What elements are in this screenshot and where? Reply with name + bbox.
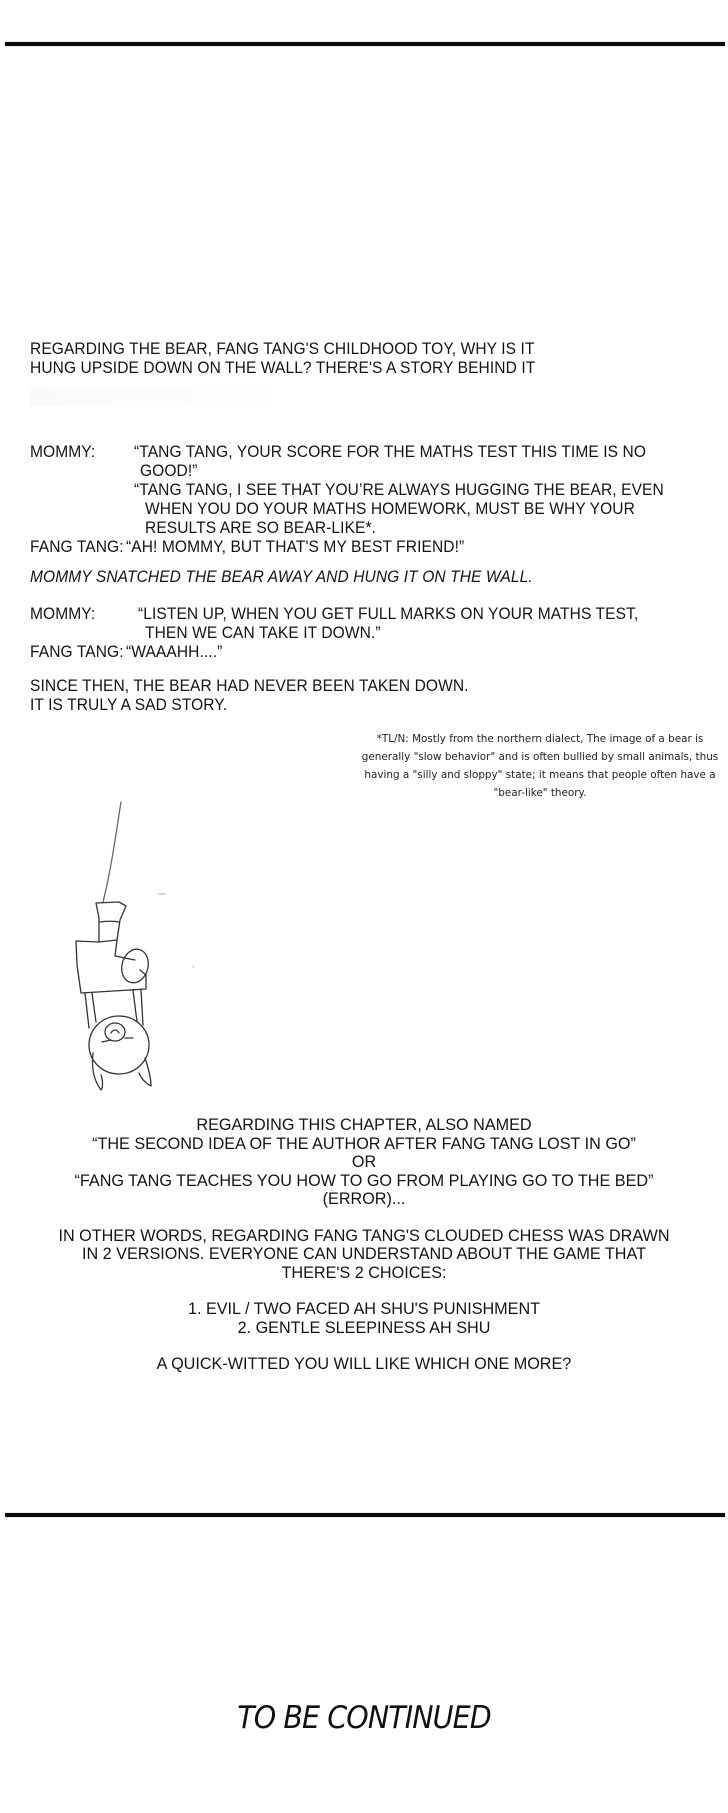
note-line: "bear-like" theory. [493, 787, 587, 799]
speaker-fang-tang: FANG TANG: [30, 643, 124, 661]
mommy-line: THEN WE CAN TAKE IT DOWN.” [145, 624, 381, 642]
note-line: having a "silly and sloppy" state; it means that people often have a [364, 769, 716, 781]
chapter-note-line: IN OTHER WORDS, REGARDING FANG TANG'S CLOUDED CHESS WAS DRAWN [58, 1226, 670, 1245]
mommy-line: GOOD!” [140, 462, 198, 480]
fang-tang-line: “WAAAHH....” [126, 643, 223, 661]
bear-hanging-upside-down-icon [55, 790, 195, 1100]
bottom-divider [5, 1513, 725, 1517]
note-line: generally "slow behavior" and is often bullied by small animals, thus [361, 751, 719, 763]
note-line: *TL/N: Mostly from the northern dialect, The image of a bear is [376, 733, 704, 745]
chapter-note [0, 1116, 728, 1374]
chapter-note-line: REGARDING THIS CHAPTER, ALSO NAMED [196, 1116, 532, 1134]
mommy-line: “TANG TANG, YOUR SCORE FOR THE MATHS TEST THIS TIME IS NO [134, 443, 647, 461]
chapter-note-line: (ERROR)... [322, 1190, 406, 1208]
fang-tang-line: “AH! MOMMY, BUT THAT'S MY BEST FRIEND!” [126, 538, 465, 556]
to-be-continued: TO BE CONTINUED [237, 1700, 491, 1736]
mommy-line: WHEN YOU DO YOUR MATHS HOMEWORK, MUST BE WHY YOUR [145, 500, 635, 518]
speaker-mommy: MOMMY: [30, 605, 96, 623]
chapter-note-line: OR [351, 1153, 377, 1171]
intro-line-1: REGARDING THE BEAR, FANG TANG'S CHILDHOOD TOY, WHY IS IT [30, 340, 535, 358]
chapter-note-line: “THE SECOND IDEA OF THE AUTHOR AFTER FANG TANG LOST IN GO” [92, 1134, 636, 1153]
mommy-line: RESULTS ARE SO BEAR-LIKE*. [145, 519, 377, 537]
speaker-mommy: MOMMY: [30, 443, 96, 461]
chapter-note-line: “FANG TANG TEACHES YOU HOW TO GO FROM PLAYING GO TO THE BED” [74, 1171, 654, 1190]
closing-question: A QUICK-WITTED YOU WILL LIKE WHICH ONE MORE? [156, 1355, 572, 1373]
mommy-line: “TANG TANG, I SEE THAT YOU’RE ALWAYS HUGGING THE BEAR, EVEN [134, 481, 664, 499]
choice-item: 1. EVIL / TWO FACED AH SHU'S PUNISHMENT [187, 1300, 541, 1318]
speaker-fang-tang: FANG TANG: [30, 538, 124, 556]
narration: MOMMY SNATCHED THE BEAR AWAY AND HUNG IT ON THE WALL. [30, 568, 533, 586]
mommy-line: “LISTEN UP, WHEN YOU GET FULL MARKS ON YOUR MATHS TEST, [138, 605, 639, 623]
chapter-note-line: IN 2 VERSIONS. EVERYONE CAN UNDERSTAND ABOUT THE GAME THAT [82, 1245, 646, 1263]
chapter-note-line: THERE'S 2 CHOICES: [281, 1263, 447, 1282]
top-divider [5, 42, 725, 46]
translator-note [352, 730, 728, 802]
faint-smudge [30, 388, 290, 406]
conclusion-line-2: IT IS TRULY A SAD STORY. [30, 696, 228, 714]
conclusion-line-1: SINCE THEN, THE BEAR HAD NEVER BEEN TAKEN DOWN. [30, 677, 469, 695]
intro-line-2: HUNG UPSIDE DOWN ON THE WALL? THERE'S A STORY BEHIND IT [30, 359, 536, 377]
choice-item: 2. GENTLE SLEEPINESS AH SHU [237, 1318, 491, 1337]
